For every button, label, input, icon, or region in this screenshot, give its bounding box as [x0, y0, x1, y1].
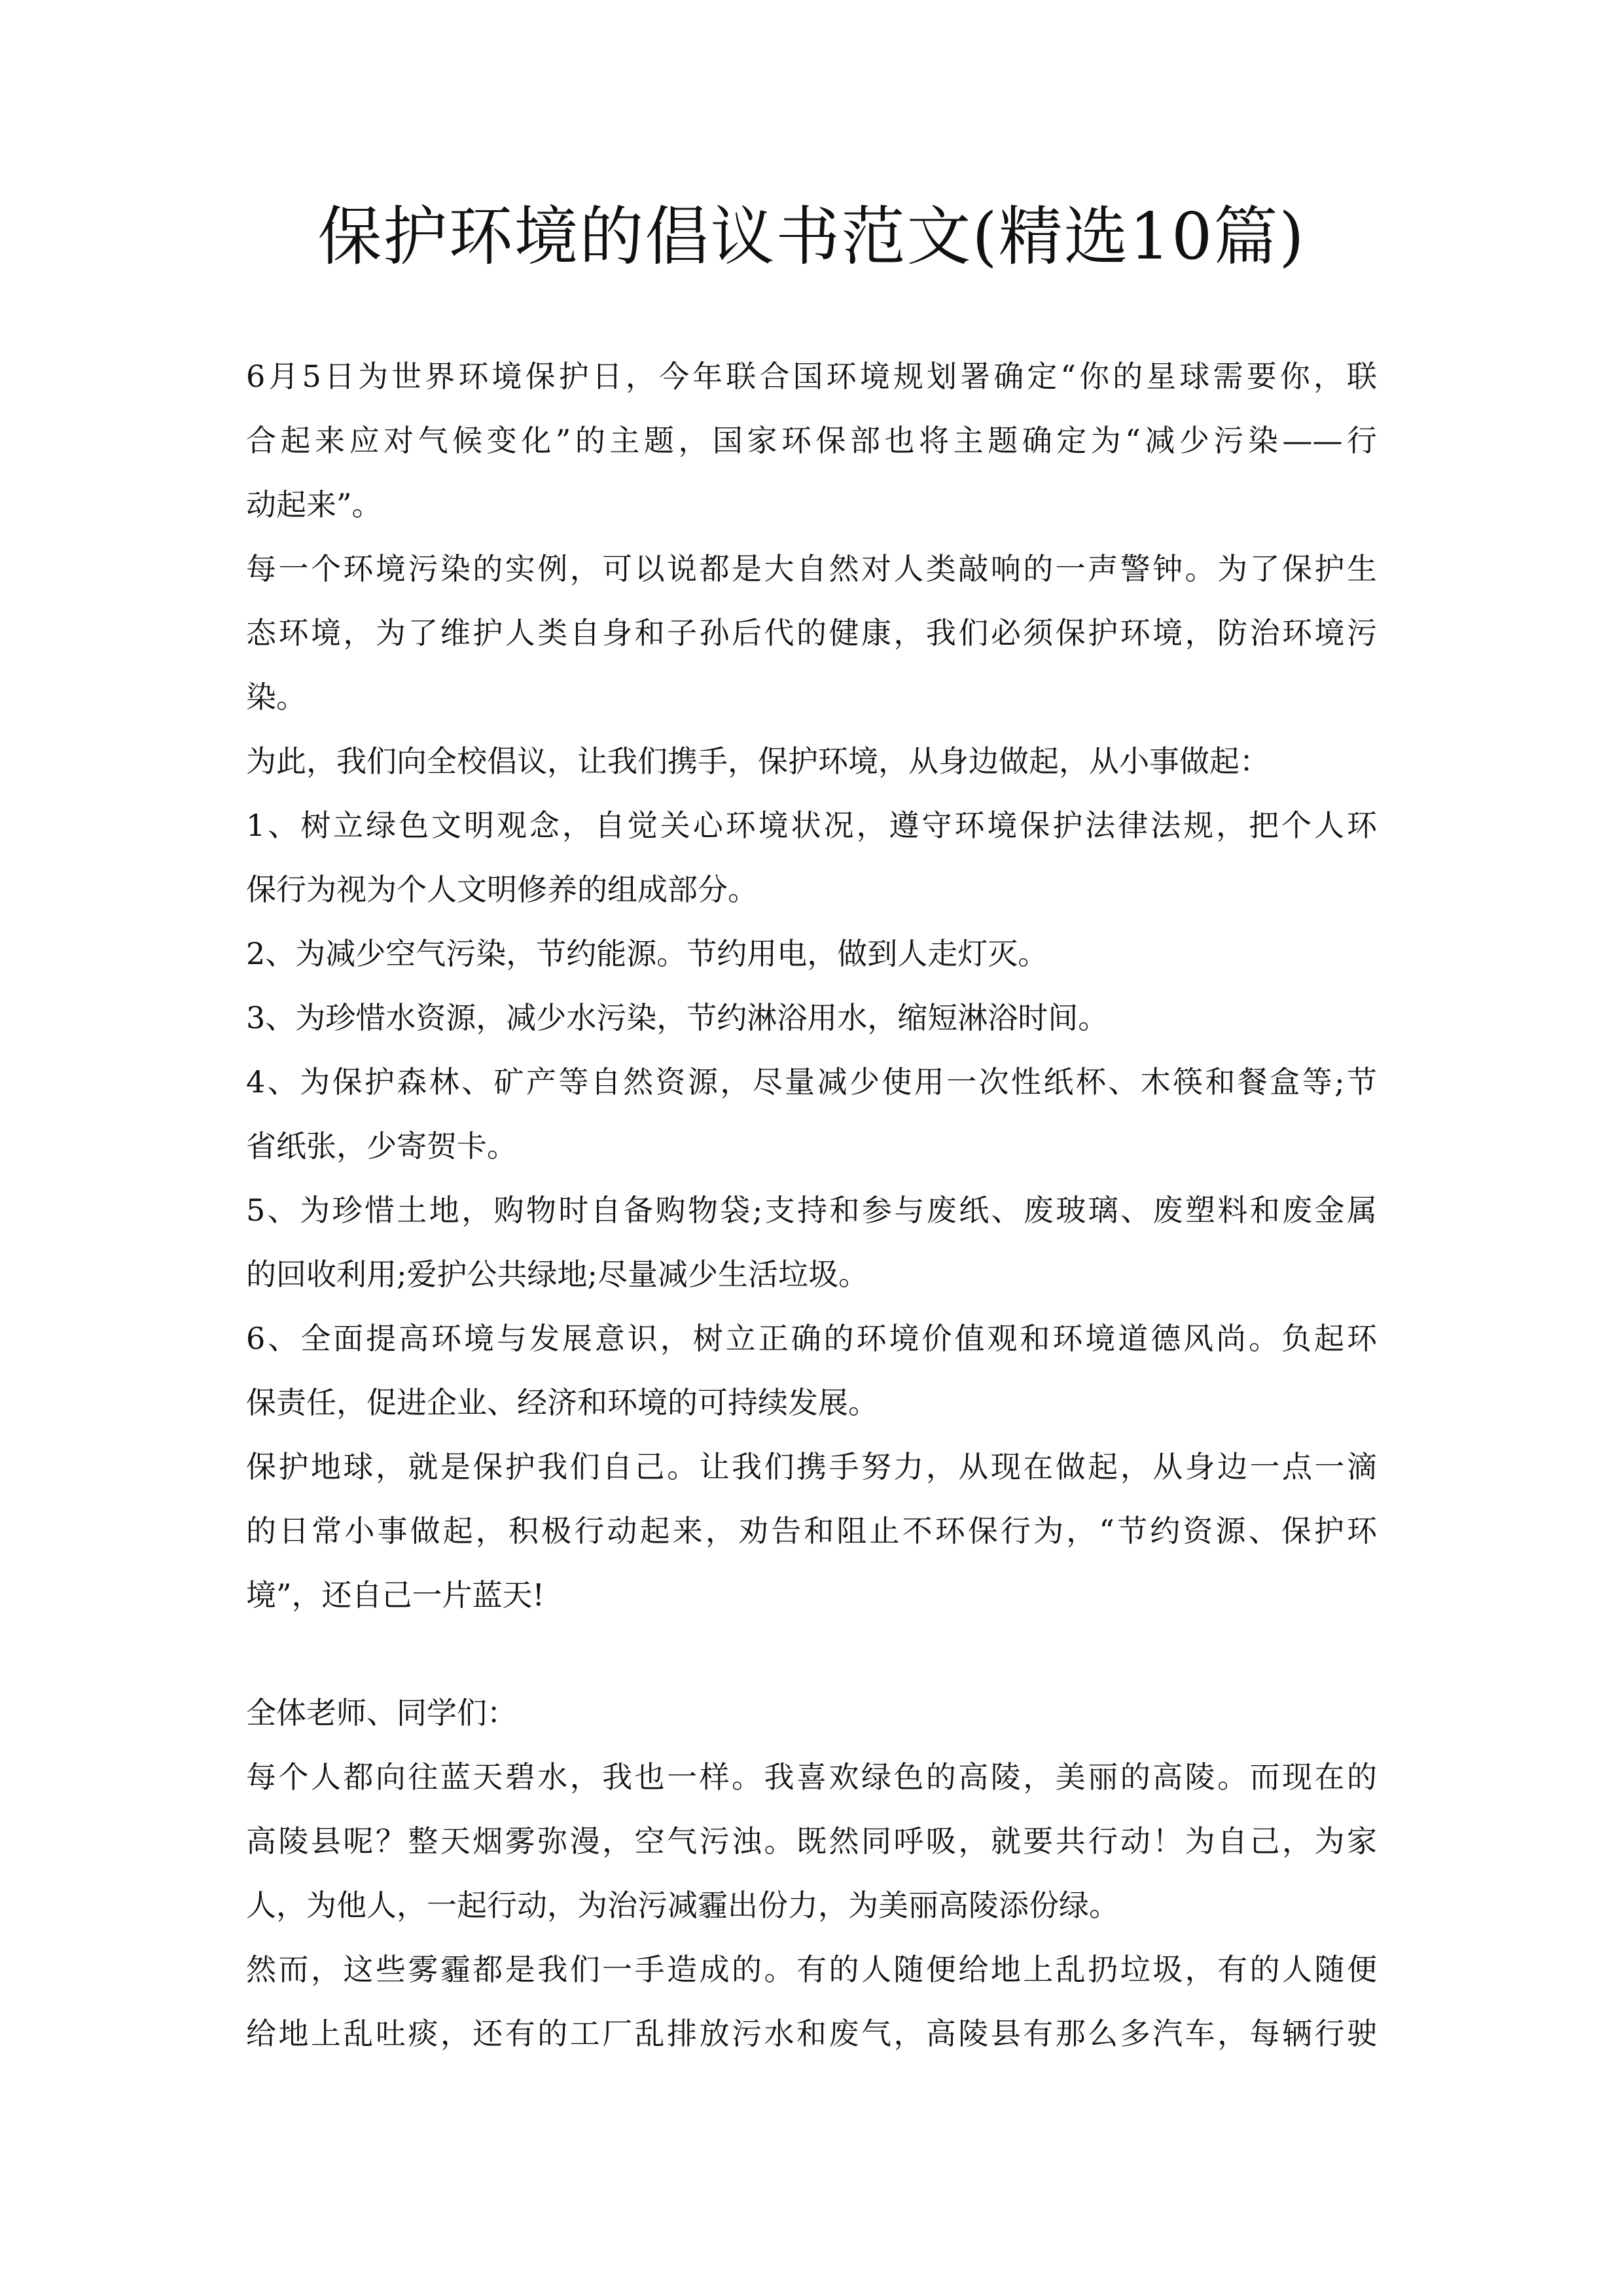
document-body [246, 344, 1377, 2066]
paragraph-spacer [246, 1627, 1377, 1681]
text-line: 染。 [246, 679, 306, 715]
text-line: 保护地球，就是保护我们自己。让我们携手努力，从现在做起，从身边一点一滴 [246, 1449, 1377, 1484]
text-line: 动起来”。 [246, 487, 382, 522]
text-line: 全体老师、同学们： [246, 1695, 517, 1731]
text-line: 4、为保护森林、矿产等自然资源，尽量减少使用一次性纸杯、木筷和餐盒等;节 [246, 1064, 1377, 1100]
text-line: 为此，我们向全校倡议，让我们携手，保护环境，从身边做起，从小事做起： [246, 744, 1270, 779]
paragraph [246, 1178, 1377, 1306]
text-line: 保行为视为个人文明修养的组成部分。 [246, 872, 758, 907]
text-line: 每一个环境污染的实例，可以说都是大自然对人类敲响的一声警钟。为了保护生 [246, 551, 1377, 586]
paragraph [246, 1745, 1377, 1937]
text-line: 的日常小事做起，积极行动起来，劝告和阻止不环保行为，“节约资源、保护环 [246, 1513, 1377, 1549]
text-line: 2、为减少空气污染，节约能源。节约用电，做到人走灯灭。 [246, 936, 1048, 971]
document-title: 保护环境的倡议书范文(精选10篇) [317, 200, 1306, 274]
text-line: 然而，这些雾霾都是我们一手造成的。有的人随便给地上乱扔垃圾，有的人随便 [246, 1952, 1377, 1987]
paragraph [246, 793, 1377, 922]
text-line: 保责任，促进企业、经济和环境的可持续发展。 [246, 1385, 878, 1420]
paragraph [246, 1306, 1377, 1435]
text-line: 6、全面提高环境与发展意识，树立正确的环境价值观和环境道德风尚。负起环 [246, 1321, 1377, 1356]
paragraph [246, 1435, 1377, 1627]
paragraph [246, 1937, 1377, 2066]
text-line: 3、为珍惜水资源，减少水污染，节约淋浴用水，缩短淋浴时间。 [246, 1000, 1109, 1035]
paragraph [246, 1050, 1377, 1178]
paragraph [246, 729, 1377, 793]
paragraph [246, 986, 1377, 1050]
text-line: 高陵县呢？整天烟雾弥漫，空气污浊。既然同呼吸，就要共行动！为自己，为家 [246, 1823, 1377, 1859]
text-line: 的回收利用;爱护公共绿地;尽量减少生活垃圾。 [246, 1257, 868, 1292]
text-line: 1、树立绿色文明观念，自觉关心环境状况，遵守环境保护法律法规，把个人环 [246, 808, 1377, 843]
paragraph [246, 1681, 1377, 1745]
text-line: 人，为他人，一起行动，为治污减霾出份力，为美丽高陵添份绿。 [246, 1888, 1119, 1923]
text-line: 6月5日为世界环境保护日，今年联合国环境规划署确定“你的星球需要你，联 [246, 359, 1377, 394]
text-line: 合起来应对气候变化”的主题，国家环保部也将主题确定为“减少污染——行 [246, 423, 1377, 458]
text-line: 5、为珍惜土地，购物时自备购物袋;支持和参与废纸、废玻璃、废塑料和废金属 [246, 1193, 1377, 1228]
paragraph [246, 344, 1377, 537]
paragraph [246, 922, 1377, 986]
paragraph [246, 537, 1377, 729]
text-line: 给地上乱吐痰，还有的工厂乱排放污水和废气，高陵县有那么多汽车，每辆行驶 [246, 2016, 1377, 2051]
text-line: 态环境，为了维护人类自身和子孙后代的健康，我们必须保护环境，防治环境污 [246, 615, 1377, 651]
text-line: 省纸张，少寄贺卡。 [246, 1128, 517, 1164]
text-line: 境”，还自己一片蓝天! [246, 1577, 545, 1613]
text-line: 每个人都向往蓝天碧水，我也一样。我喜欢绿色的高陵，美丽的高陵。而现在的 [246, 1759, 1377, 1795]
